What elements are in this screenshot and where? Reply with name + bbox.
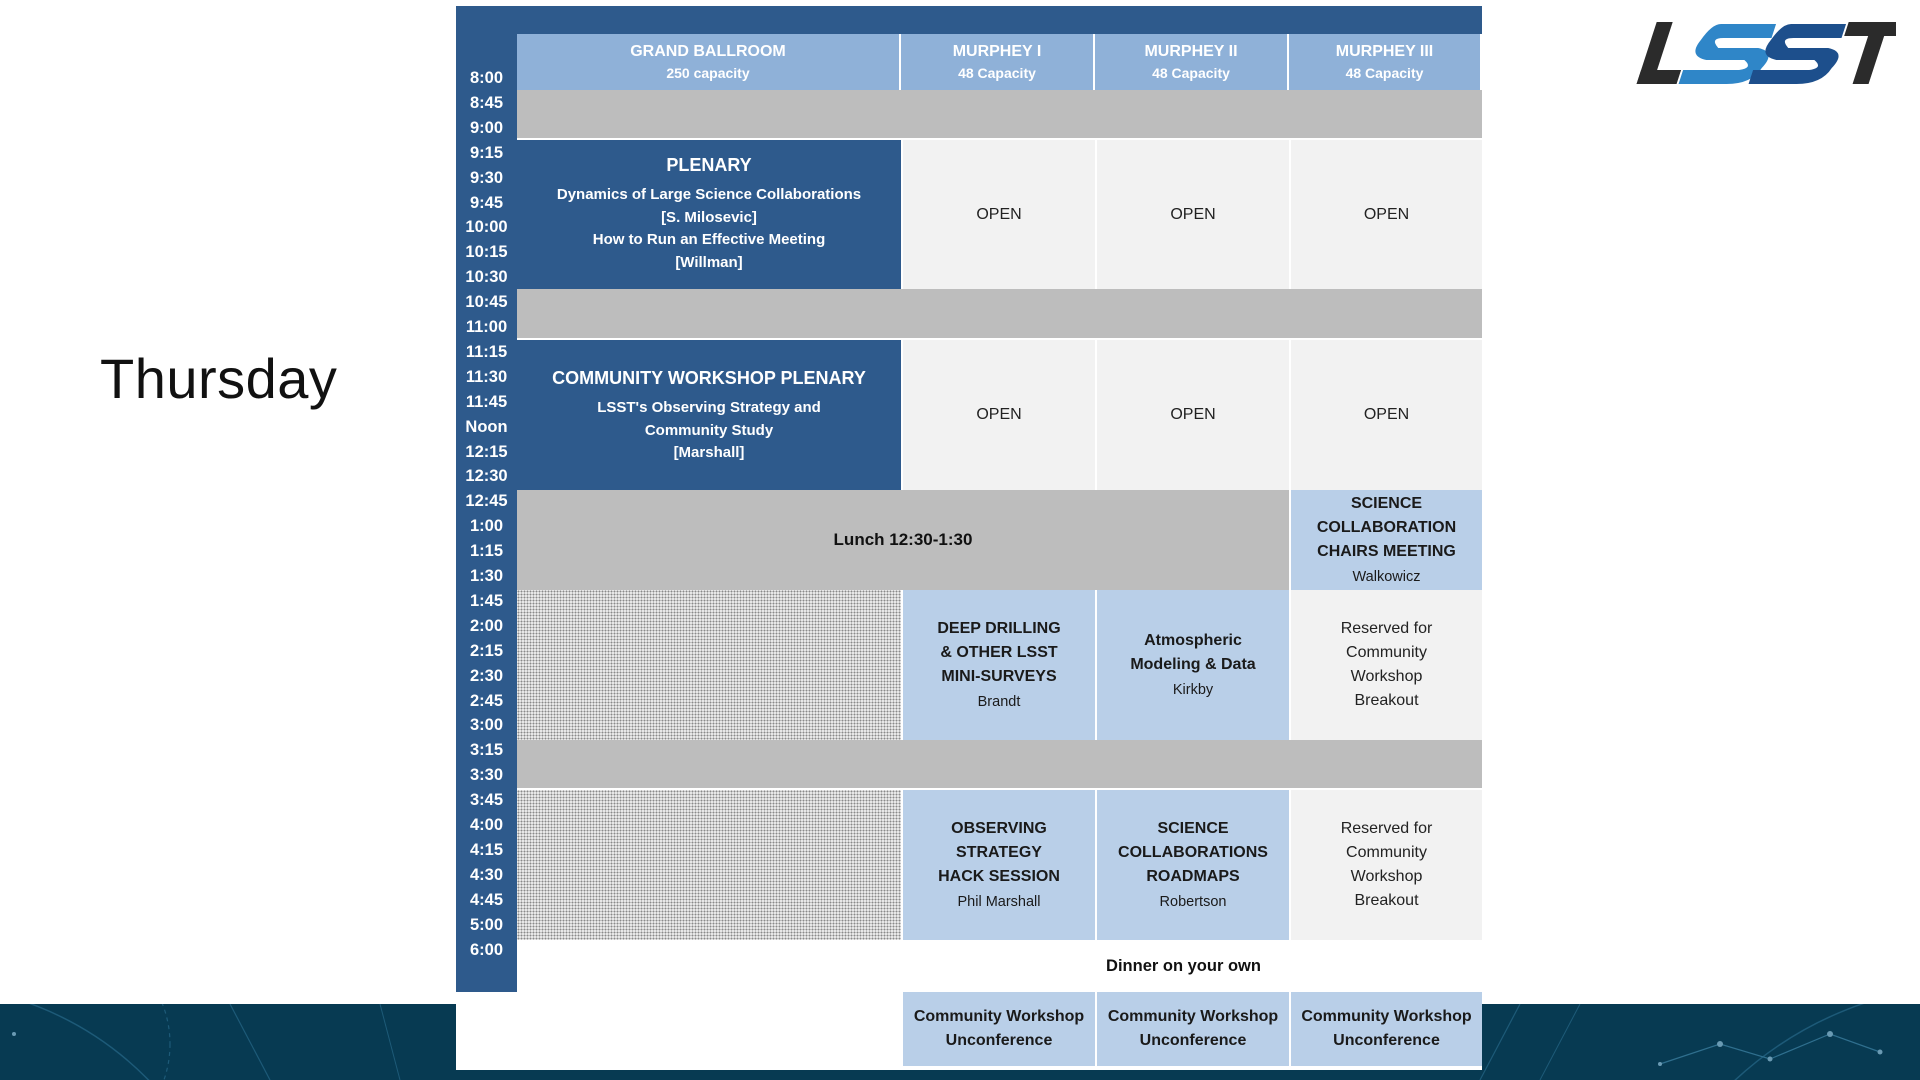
time-label: 8:00 bbox=[469, 69, 504, 87]
session-line: COLLABORATION bbox=[1316, 519, 1457, 536]
room-capacity: 48 Capacity bbox=[1345, 65, 1424, 81]
atmospheric-session bbox=[1095, 590, 1289, 740]
time-label: 4:45 bbox=[469, 890, 504, 909]
time-label: 12:45 bbox=[465, 492, 508, 511]
time-label: 10:00 bbox=[465, 218, 508, 237]
organizer-name: Phil Marshall bbox=[957, 894, 1041, 910]
session-title: COMMUNITY WORKSHOP PLENARY bbox=[552, 368, 866, 388]
chairs-meeting bbox=[1289, 490, 1482, 590]
unconference-slot bbox=[901, 992, 1095, 1066]
room-name: MURPHEY III bbox=[1335, 43, 1434, 60]
session-line: Atmospheric bbox=[1144, 632, 1242, 649]
reserved-breakout bbox=[1289, 790, 1482, 940]
time-label: 9:00 bbox=[469, 118, 504, 137]
time-label: 2:45 bbox=[469, 691, 504, 710]
time-label: 11:30 bbox=[465, 367, 508, 386]
header-murphey-3 bbox=[1289, 34, 1482, 90]
open-slot: OPEN bbox=[1095, 140, 1289, 289]
session-line: DEEP DRILLING bbox=[937, 620, 1061, 637]
session-line: Community Workshop bbox=[1301, 1008, 1472, 1025]
time-label: 11:45 bbox=[465, 392, 508, 411]
time-label: 5:00 bbox=[469, 915, 504, 934]
time-label: 8:45 bbox=[469, 93, 504, 112]
session-line: How to Run an Effective Meeting bbox=[592, 231, 826, 248]
reserved-line: Community bbox=[1346, 644, 1427, 661]
session-title: PLENARY bbox=[666, 155, 752, 175]
open-slot: OPEN bbox=[901, 140, 1095, 289]
unavailable-slot bbox=[517, 790, 901, 940]
time-label: 1:00 bbox=[469, 517, 504, 536]
session-line: Dynamics of Large Science Collaborations bbox=[556, 186, 862, 203]
unavailable-slot bbox=[517, 590, 901, 740]
time-label: 1:30 bbox=[469, 567, 504, 585]
open-slot: OPEN bbox=[1095, 340, 1289, 490]
time-label: 3:45 bbox=[469, 791, 504, 810]
break-row bbox=[517, 289, 1482, 340]
time-label: 4:30 bbox=[469, 865, 504, 884]
reserved-line: Workshop bbox=[1350, 868, 1423, 885]
session-line: STRATEGY bbox=[956, 844, 1042, 861]
room-name: MURPHEY I bbox=[952, 43, 1042, 60]
session-line: SCIENCE bbox=[1157, 820, 1229, 837]
time-label: 4:00 bbox=[469, 816, 504, 834]
session-line: OBSERVING bbox=[951, 820, 1047, 837]
schedule-grid bbox=[456, 6, 1482, 1070]
time-label: 4:15 bbox=[469, 840, 504, 859]
day-title: Thursday bbox=[100, 347, 338, 410]
header-grand-ballroom bbox=[517, 34, 901, 90]
community-workshop-plenary bbox=[517, 340, 901, 490]
session-line: SCIENCE bbox=[1350, 495, 1423, 512]
lsst-logo bbox=[1628, 18, 1896, 88]
unconference-slot bbox=[1095, 992, 1289, 1066]
time-label: 6:00 bbox=[469, 940, 504, 959]
dinner-row: Dinner on your own bbox=[1106, 956, 1261, 975]
session-line: HACK SESSION bbox=[938, 868, 1060, 885]
session-line: Unconference bbox=[1139, 1032, 1247, 1049]
reserved-line: Reserved for bbox=[1340, 620, 1433, 637]
room-capacity: 48 Capacity bbox=[1152, 65, 1230, 81]
session-line: CHAIRS MEETING bbox=[1317, 543, 1456, 560]
session-line: Modeling & Data bbox=[1130, 656, 1256, 673]
time-label: 10:30 bbox=[465, 268, 508, 287]
time-label: 12:15 bbox=[465, 442, 508, 461]
session-line: LSST's Observing Strategy and bbox=[597, 399, 821, 416]
reserved-line: Community bbox=[1346, 844, 1427, 861]
time-label: 1:15 bbox=[469, 542, 504, 561]
time-label: 3:30 bbox=[469, 766, 504, 785]
room-capacity: 48 Capacity bbox=[958, 65, 1036, 81]
break-row bbox=[517, 740, 1482, 790]
time-label: 3:00 bbox=[469, 716, 504, 735]
open-slot: OPEN bbox=[1289, 340, 1482, 490]
open-slot: OPEN bbox=[901, 340, 1095, 490]
organizer-name: Brandt bbox=[977, 694, 1021, 710]
session-line: Community Study bbox=[644, 421, 774, 439]
reserved-line: Workshop bbox=[1350, 668, 1423, 685]
session-line: Unconference bbox=[1333, 1032, 1440, 1049]
session-line: [S. Milosevic] bbox=[661, 208, 757, 226]
time-label: 9:30 bbox=[469, 168, 504, 187]
session-line: Community Workshop bbox=[1107, 1008, 1279, 1025]
reserved-line: Breakout bbox=[1354, 692, 1419, 709]
time-label: 1:45 bbox=[469, 591, 504, 610]
unconference-slot bbox=[1289, 992, 1482, 1066]
open-slot: OPEN bbox=[1289, 140, 1482, 289]
time-label: 10:45 bbox=[465, 293, 508, 312]
time-label: 2:15 bbox=[469, 641, 504, 660]
time-label: 12:30 bbox=[465, 467, 508, 486]
break-row bbox=[517, 90, 1482, 140]
time-label: 2:30 bbox=[469, 666, 504, 685]
header-murphey-1 bbox=[901, 34, 1095, 90]
session-line: [Marshall] bbox=[673, 444, 745, 461]
header-murphey-2 bbox=[1095, 34, 1289, 90]
organizer-name: Kirkby bbox=[1172, 682, 1214, 698]
room-name: MURPHEY II bbox=[1144, 43, 1238, 60]
session-line: [Willman] bbox=[675, 253, 743, 271]
lunch-block: Lunch 12:30-1:30 bbox=[517, 490, 1289, 590]
reserved-breakout bbox=[1289, 590, 1482, 740]
time-label: 2:00 bbox=[469, 616, 504, 635]
time-label: 9:15 bbox=[469, 143, 504, 162]
session-line: COLLABORATIONS bbox=[1118, 844, 1268, 861]
time-label: 10:15 bbox=[465, 243, 508, 262]
reserved-line: Breakout bbox=[1354, 892, 1419, 909]
time-label: 3:15 bbox=[469, 741, 504, 760]
plenary-session bbox=[517, 140, 901, 289]
schedule-top-bar bbox=[456, 6, 1482, 34]
time-label: 11:00 bbox=[465, 318, 508, 336]
room-capacity: 250 capacity bbox=[666, 65, 750, 81]
session-line: MINI-SURVEYS bbox=[941, 668, 1057, 685]
time-column bbox=[456, 34, 517, 992]
reserved-line: Reserved for bbox=[1340, 820, 1433, 837]
roadmaps-session bbox=[1095, 790, 1289, 940]
deep-drilling-session bbox=[901, 590, 1095, 740]
organizer-name: Robertson bbox=[1159, 894, 1227, 910]
session-line: Community Workshop bbox=[913, 1008, 1085, 1025]
session-line: & OTHER LSST bbox=[940, 644, 1058, 661]
organizer-name: Walkowicz bbox=[1352, 569, 1421, 585]
session-line: Unconference bbox=[945, 1032, 1053, 1049]
observing-strategy-session bbox=[901, 790, 1095, 940]
time-label: 9:45 bbox=[469, 193, 504, 212]
room-name: GRAND BALLROOM bbox=[630, 43, 786, 60]
time-label: 11:15 bbox=[465, 342, 508, 361]
time-label: Noon bbox=[465, 417, 508, 436]
session-line: ROADMAPS bbox=[1146, 868, 1240, 885]
